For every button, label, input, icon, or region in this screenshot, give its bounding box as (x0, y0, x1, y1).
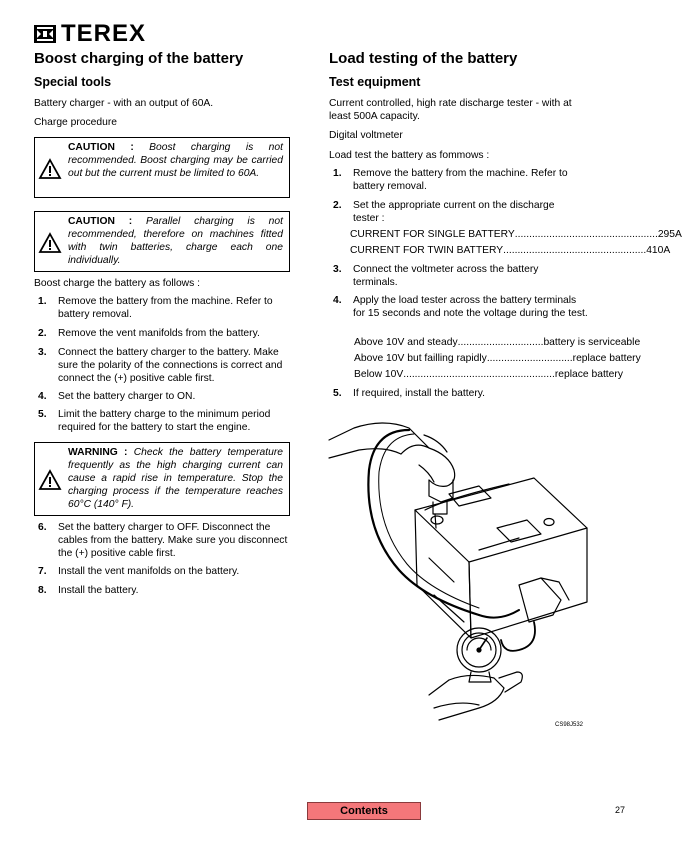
step-text: Remove the battery from the machine. Refer to battery removal. (353, 168, 568, 192)
warning-label: WARNING : (68, 447, 128, 458)
result-outcome: replace battery (554, 369, 623, 380)
step-number: 8. (38, 585, 47, 596)
step-number: 4. (333, 295, 342, 306)
result-row: Below 10V ..................................................... replace battery (354, 369, 623, 380)
tools-text: Battery charger - with an output of 60A. (34, 98, 214, 109)
section-title-boost: Boost charging of the battery (34, 50, 244, 67)
caution-box-2 (34, 211, 290, 272)
step-text: Set the battery charger to ON. (58, 391, 196, 402)
result-row: Above 10V and steady .............................. battery is serviceable (354, 337, 641, 348)
step-text: Install the vent manifolds on the battery. (58, 566, 240, 577)
current-label: CURRENT FOR TWIN BATTERY (350, 245, 504, 256)
step-text: Remove the battery from the machine. Refer to battery removal. (58, 296, 273, 320)
load-test-intro: Load test the battery as fommows : (329, 150, 490, 161)
equipment-text-2: Digital voltmeter (329, 130, 403, 141)
terex-emblem-icon (34, 25, 56, 43)
warning-triangle-icon (39, 233, 61, 253)
special-tools-heading-wrap (34, 74, 111, 90)
load-tester-illustration (329, 410, 591, 722)
step-number: 2. (333, 200, 342, 211)
contents-button[interactable]: Contents (307, 802, 421, 820)
caution-box-1 (34, 137, 290, 198)
step-text: Set the appropriate current on the discharge tester : (353, 200, 555, 224)
figure-code: CS98J532 (555, 722, 584, 728)
current-value: 295A (657, 229, 682, 240)
step-number: 3. (38, 347, 47, 358)
warning-triangle-icon (39, 159, 61, 179)
step-text: Limit the battery charge to the minimum period required for the battery to start the engine. (58, 409, 271, 433)
step-number: 2. (38, 328, 47, 339)
step-number: 6. (38, 522, 47, 533)
terex-logo (34, 20, 147, 47)
current-twin-row: CURRENT FOR TWIN BATTERY .................................................. 410A (350, 245, 671, 256)
section-title-load-test: Load testing of the battery (329, 50, 518, 67)
equipment-text-1: Current controlled, high rate discharge tester - with at least 500A capacity. (329, 98, 572, 122)
result-condition: Above 10V and steady (354, 337, 458, 348)
result-outcome: replace battery (572, 353, 641, 364)
result-condition: Above 10V but failling rapidly (354, 353, 487, 364)
left-column (34, 50, 294, 68)
result-outcome: battery is serviceable (543, 337, 641, 348)
test-equipment-heading: Test equipment (329, 75, 421, 89)
step-text: Connect the battery charger to the battery. Make sure the polarity of the connections is correct and connect the (+) positive cable first. (58, 347, 283, 384)
brand-name: TEREX (61, 20, 147, 47)
step-text: Apply the load tester across the battery terminals for 15 seconds and note the voltage during the test. (353, 295, 588, 319)
step-number: 1. (333, 168, 342, 179)
warning-triangle-icon (39, 470, 61, 490)
step-text: Install the battery. (58, 585, 139, 596)
current-label: CURRENT FOR SINGLE BATTERY (350, 229, 515, 240)
result-condition: Below 10V (354, 369, 404, 380)
caution-2-text: Parallel charging is not recommended, therefore on machines fitted with twin batteries, charge each one individually. (68, 216, 283, 266)
page-number: 27 (615, 805, 626, 815)
right-column (329, 50, 517, 68)
equipment-heading-wrap (329, 74, 420, 90)
step-number: 7. (38, 566, 47, 577)
step-number: 3. (333, 264, 342, 275)
current-value: 410A (646, 245, 671, 256)
step-text: Remove the vent manifolds from the battery. (58, 328, 260, 339)
warning-text: Check the battery temperature frequently as the high charging current can cause a rapid rise in temperature. Stop the charging process if the temperature reaches 60°C (140° F). (68, 447, 283, 510)
caution-1-text: Boost charging is not recommended. Boost charging may be carried out but the current must be limited to 60A. (68, 142, 283, 179)
boost-intro: Boost charge the battery as follows : (34, 278, 200, 289)
step-text: Set the battery charger to OFF. Disconnect the cables from the battery. Make sure you disconnect the (+) positive cable first. (58, 522, 288, 559)
step-number: 4. (38, 391, 47, 402)
step-text: Connect the voltmeter across the battery terminals. (353, 264, 539, 288)
step-number: 1. (38, 296, 47, 307)
charge-procedure-label: Charge procedure (34, 117, 117, 128)
step-number: 5. (38, 409, 47, 420)
special-tools-heading: Special tools (34, 75, 112, 89)
warning-box (34, 442, 290, 516)
step-number: 5. (333, 388, 342, 399)
step-text: If required, install the battery. (353, 388, 486, 399)
caution-2-label: CAUTION : (68, 216, 133, 227)
caution-1-label: CAUTION : (68, 142, 134, 153)
result-row: Above 10V but failling rapidly .............................. replace battery (354, 353, 641, 364)
current-single-row: CURRENT FOR SINGLE BATTERY .................................................. 295A (350, 229, 682, 240)
